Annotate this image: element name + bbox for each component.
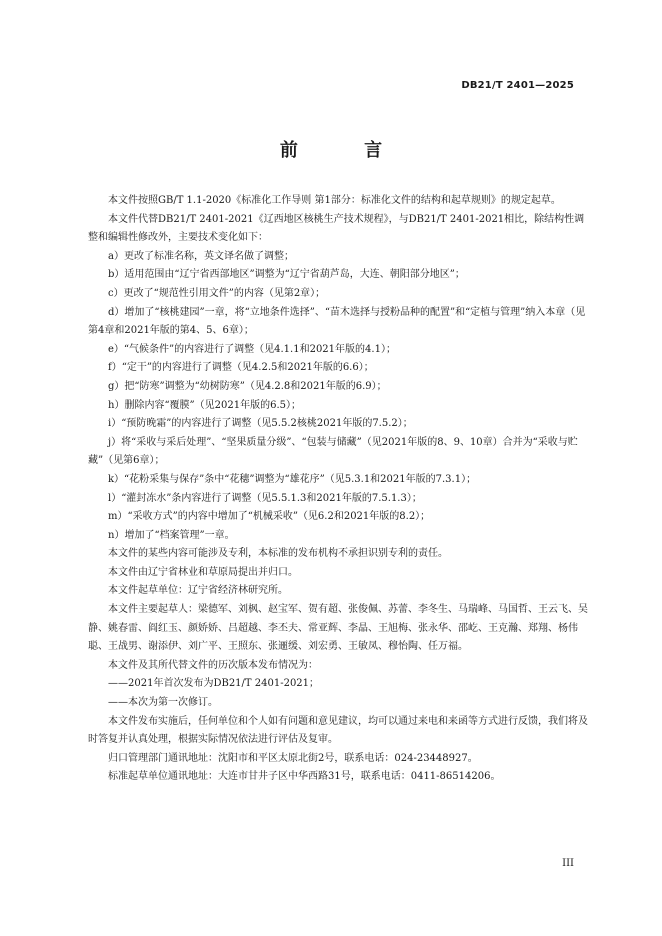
history-item: ——本次为第一次修订。: [108, 697, 218, 709]
list-item: m）“采收方式”的内容中增加了“机械采收”（见6.2和2021年版的8.2）；: [108, 511, 431, 523]
authority-address: 归口管理部门通讯地址：沈阳市和平区太原北街2号，联系电话：024-23448927。: [108, 752, 478, 764]
list-item: h）删除内容“覆膜”（见2021年版的6.5）；: [108, 399, 302, 411]
list-item: l）“灌封冻水”条内容进行了调整（见5.5.1.3和2021年版的7.5.1.3）；: [108, 492, 422, 504]
history-intro: 本文件及其所代替文件的历次版本发布情况为：: [108, 659, 318, 671]
list-item: j）将“采收与采后处理”、“坚果质量分级”、“包装与储藏”（见2021年版的8、9、10章）合并为“采收与贮藏”（见第6章）；: [88, 436, 578, 467]
feedback-paragraph: 本文件发布实施后，任何单位和个人如有问题和意见建议，均可以通过来电和来函等方式进行反馈，我们将及时答复并认真处理，根据实际情况依法进行评估及复审。: [88, 715, 588, 746]
list-item: k）“花粉采集与保存”条中“花穗”调整为“雄花序”（见5.3.1和2021年版的7.3.1）；: [108, 473, 477, 485]
intro-paragraph: 本文件按照GB/T 1.1-2020《标准化工作导则 第1部分：标准化文件的结构和起草规则》的规定起草。: [108, 195, 561, 206]
intro-paragraph: 本文件代替DB21/T 2401-2021《辽西地区核桃生产技术规程》，与DB21/T 2401-2021相比，除结构性调整和编辑性修改外，主要技术变化如下：: [88, 213, 585, 244]
proposer-statement: 本文件由辽宁省林业和草原局提出并归口。: [108, 566, 298, 578]
page-number: III: [562, 858, 574, 869]
list-item: n）增加了“档案管理”一章。: [108, 529, 235, 541]
foreword-body: [88, 192, 594, 787]
page-title: 前 言: [279, 140, 413, 161]
list-item: a）更改了标准名称，英文译名做了调整；: [108, 250, 294, 262]
list-item: b）适用范围由“辽宁省西部地区”调整为“辽宁省葫芦岛，大连、朝阳部分地区”；: [108, 269, 465, 281]
list-item: c）更改了“规范性引用文件”的内容（见第2章）；: [108, 287, 326, 299]
list-item: g）把“防寒”调整为“幼树防寒”（见4.2.8和2021年版的6.9）；: [108, 380, 387, 392]
drafters-statement: 本文件主要起草人：梁德军、刘枫、赵宝军、贺有超、张俊佩、苏蕾、李冬生、马瑞峰、马国哲、王云飞、吴静、姚春雷、阎红玉、颜娇娇、吕超越、李丕夫、常亚辉、李晶、王旭梅、张永华、邵屹、王克瀚、郑翔、杨伟聪、王战男、谢添伊、刘广平、王照东、张逦缓、刘宏勇、王敏凤、穆怡陶、任万福。: [88, 604, 588, 653]
drafting-unit-statement: 本文件起草单位：辽宁省经济林研究所。: [108, 585, 288, 597]
changes-list: [88, 248, 594, 546]
list-item: d）增加了“核桃建园”一章，将“立地条件选择”、“苗木选择与授粉品种的配置”和“定植与管理”纳入本章（见第4章和2021年版的第4、5、6章）；: [88, 306, 586, 337]
document-code: DB21/T 2401—2025: [461, 80, 574, 91]
list-item: i）“预防晚霜”的内容进行了调整（见5.5.2核桃2021年版的7.5.2）；: [108, 418, 413, 430]
list-item: e）“气候条件”的内容进行了调整（见4.1.1和2021年版的4.1）；: [108, 343, 396, 355]
list-item: f）“定干”的内容进行了调整（见4.2.5和2021年版的6.6）；: [108, 362, 374, 374]
patent-statement: 本文件的某些内容可能涉及专利，本标准的发布机构不承担识别专利的责任。: [108, 548, 448, 560]
history-item: ——2021年首次发布为DB21/T 2401-2021；: [108, 678, 320, 690]
drafter-address: 标准起草单位通讯地址：大连市甘井子区中华西路31号，联系电话：0411-86514206。: [108, 771, 501, 783]
